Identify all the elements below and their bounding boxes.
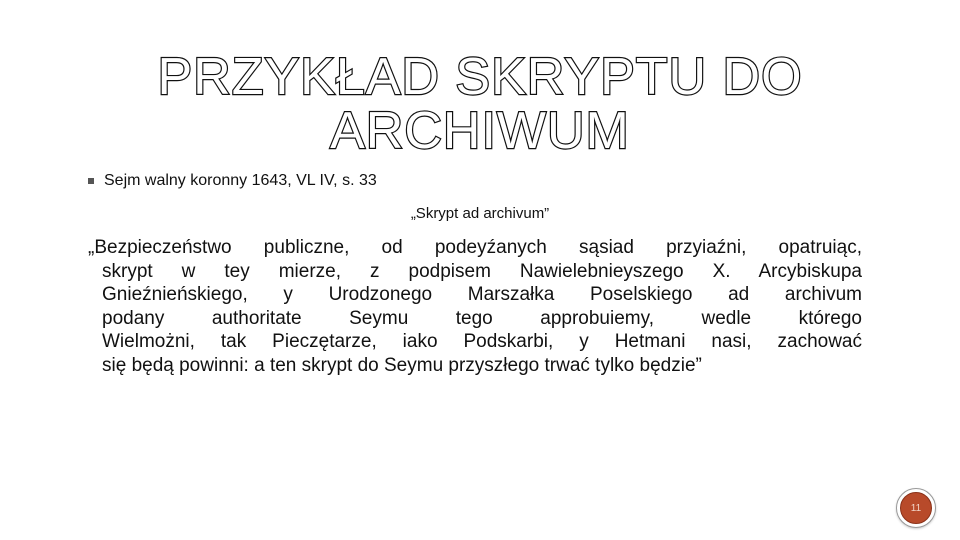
page-number: 11 [900,492,932,524]
page-number-badge-icon [896,488,936,528]
quote-heading: „Skrypt ad archivum” [410,205,550,222]
square-bullet-icon [88,178,94,184]
quote-line: Wielmożni, tak Pieczętarze, iako Podskarbi, y Hetmani nasi, zachować [102,331,862,353]
quote-line: skrypt w tey mierze, z podpisem Nawielebnieyszego X. Arcybiskupa [102,260,862,282]
bullet-item [88,169,377,193]
quote-line: Gnieźnieńskiego, y Urodzonego Marszałka Poselskiego ad archivum [102,284,862,306]
quote-line: „Bezpieczeństwo publiczne, od podeyźanych sąsiad przyiaźni, opatruiąc, [88,237,862,258]
quote-line: się będą powinni: a ten skrypt do Seymu przyszłego trwać tylko będzie” [102,354,702,376]
quote-line: podany authoritate Seymu tego approbuiemy, wedle którego [102,307,862,329]
slide-title: PRZYKŁAD SKRYPTU DO ARCHIWUM [157,48,803,160]
bullet-text: Sejm walny koronny 1643, VL IV, s. 33 [104,172,377,189]
quote-text [88,236,862,378]
